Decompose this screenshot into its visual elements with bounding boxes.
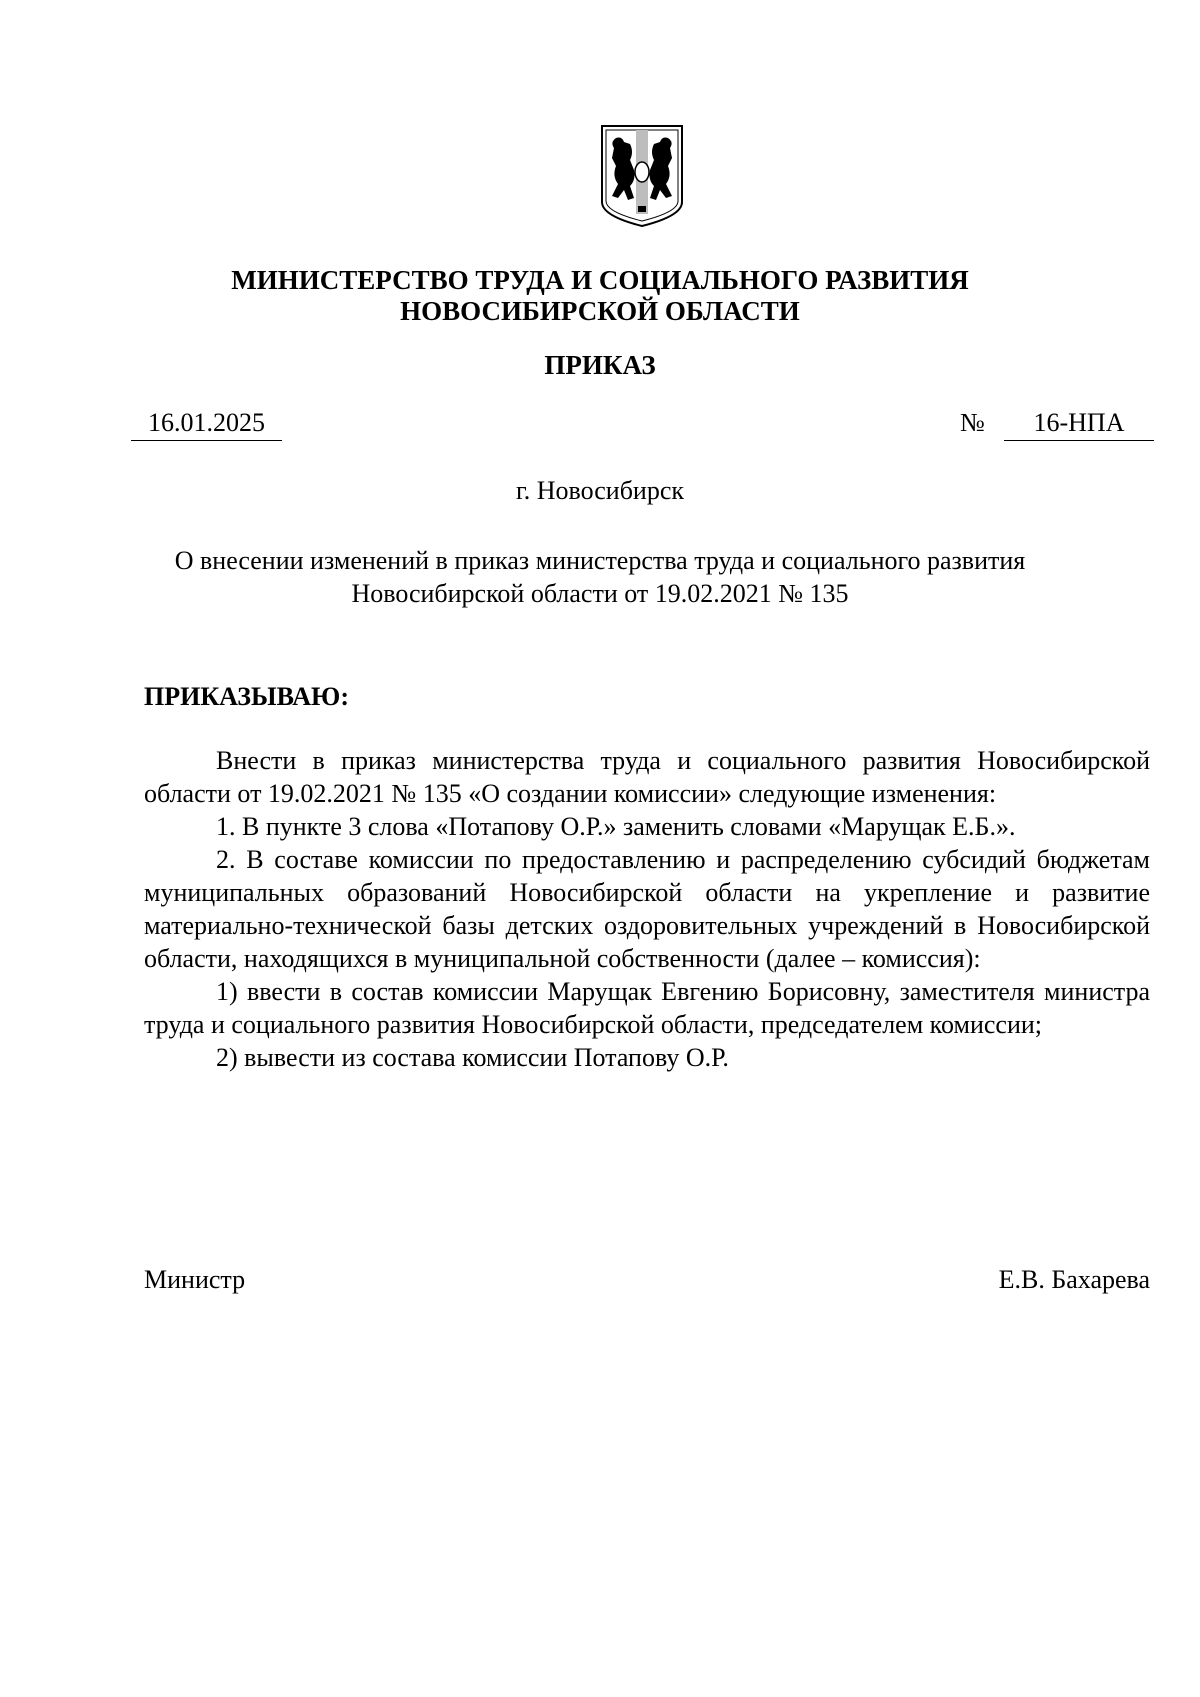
organization-name-line2: НОВОСИБИРСКОЙ ОБЛАСТИ — [400, 296, 800, 326]
number-sign: № — [960, 408, 985, 437]
document-body — [144, 744, 1150, 1074]
document-date: 16.01.2025 — [131, 408, 282, 441]
document-city: г. Новосибирск — [515, 476, 685, 505]
document-number: 16-НПА — [1004, 408, 1154, 441]
signer-name: Е.В. Бахарева — [998, 1265, 1150, 1294]
body-item-1: 1. В пункте 3 слова «Потапову О.Р.» заменить словами «Марущак Е.Б.». — [216, 812, 1016, 841]
signer-title: Министр — [144, 1265, 246, 1294]
novosibirsk-coat-of-arms-icon — [600, 124, 684, 228]
document-subject: О внесении изменений в приказ министерства труда и социального развития Новосибирской области от 19.02.2021 № 135 — [174, 546, 1026, 608]
body-intro: Внести в приказ министерства труда и социального развития Новосибирской области от 19.02.2021 № 135 «О создании комиссии» следующие изменения: — [144, 746, 1150, 808]
body-subitem-2: 2) вывести из состава комиссии Потапову О.Р. — [216, 1043, 729, 1072]
body-subitem-1: 1) ввести в состав комиссии Марущак Евгению Борисовну, заместителя министра труда и социального развития Новосибирской области, председателем комиссии; — [144, 977, 1150, 1039]
body-item-2: 2. В составе комиссии по предоставлению и распределению субсидий бюджетам муниципальных образований Новосибирской области на укрепление и развитие материально-технической базы детских оздоровительных учреждений в Новосибирской области, находящихся в муниципальной собственности (далее – комиссия): — [144, 845, 1150, 973]
document-type: ПРИКАЗ — [544, 350, 656, 380]
order-heading: ПРИКАЗЫВАЮ: — [144, 682, 349, 711]
organization-name-line1: МИНИСТЕРСТВО ТРУДА И СОЦИАЛЬНОГО РАЗВИТИЯ — [231, 265, 969, 295]
